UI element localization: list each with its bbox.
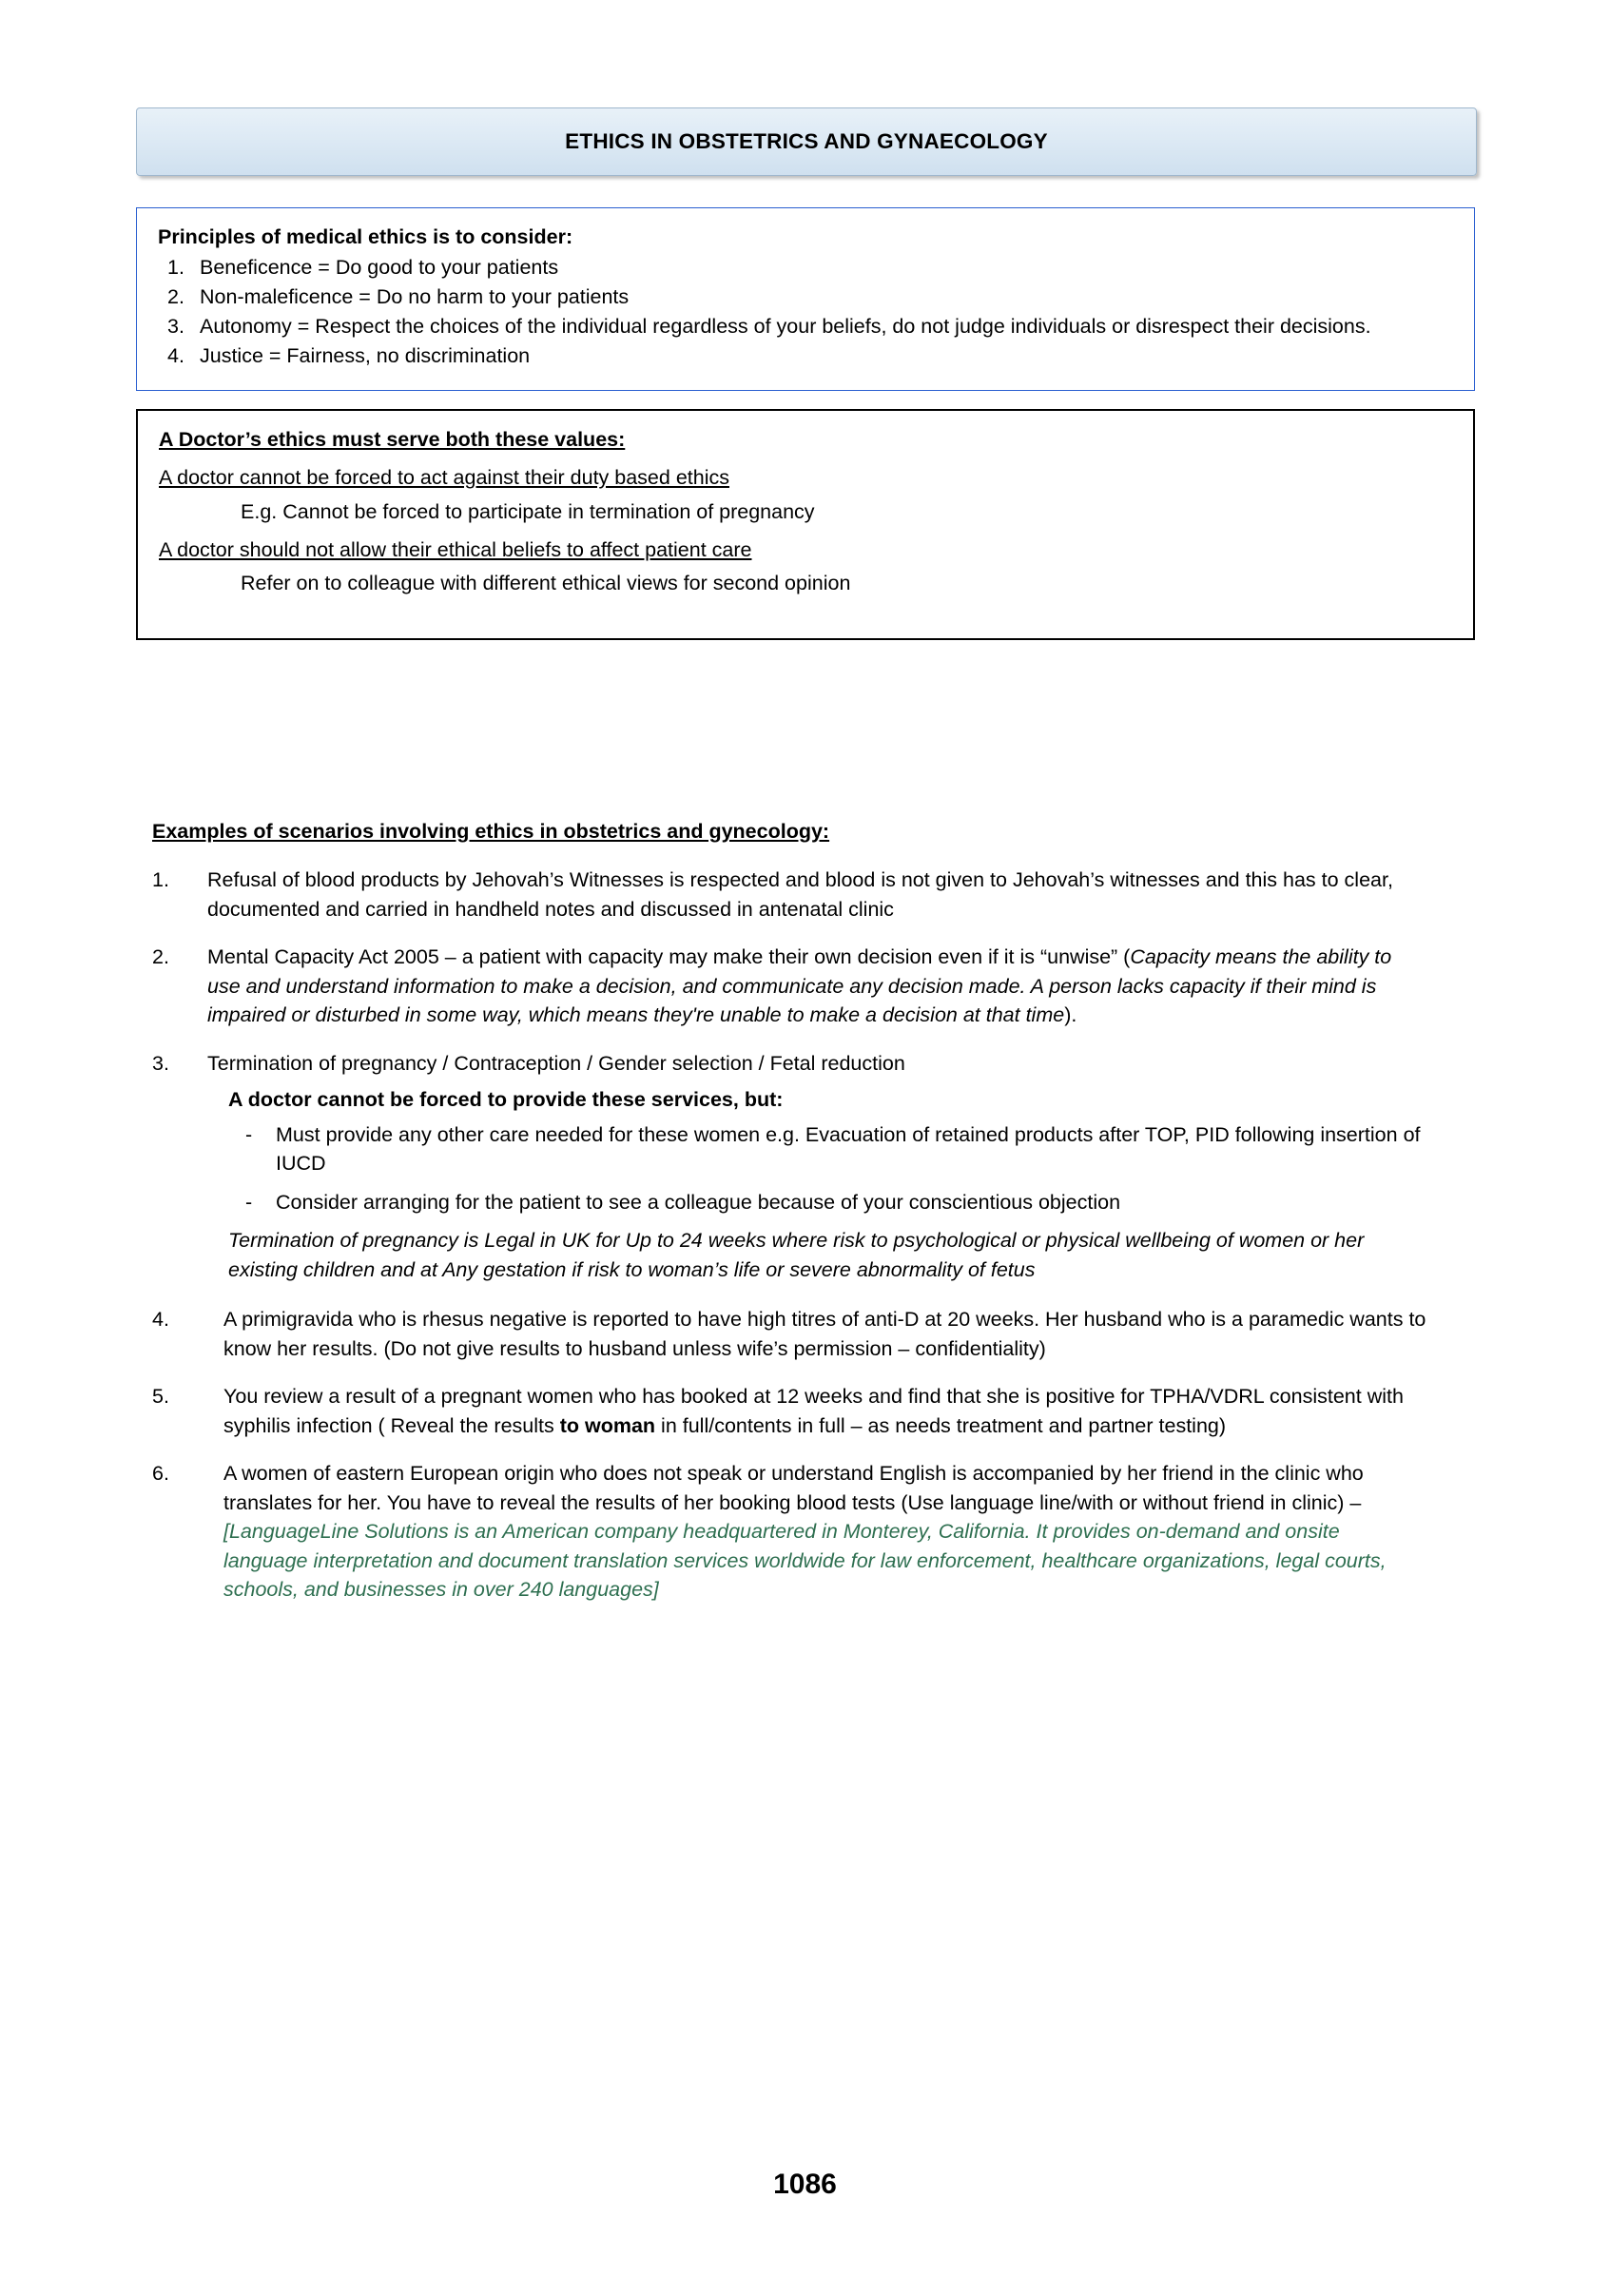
principles-box	[136, 207, 1475, 391]
list-item-number: 1.	[167, 255, 184, 279]
list-item	[245, 1188, 1426, 1217]
examples-list	[152, 866, 1426, 1624]
list-item	[152, 1305, 1426, 1363]
list-item	[152, 1049, 1426, 1285]
item5-text-start: You review a result of a pregnant women who has booked at 12 weeks and find that she is positive for TPHA/VDRL consistent with syphilis infection ( Reveal the results	[223, 1385, 1404, 1437]
dash-marker: -	[245, 1122, 253, 1146]
list-item	[245, 1120, 1426, 1178]
item3-text: Termination of pregnancy / Contraception / Gender selection / Fetal reduction	[207, 1051, 905, 1075]
list-item-number: 5.	[152, 1385, 169, 1409]
item5-text-end: in full/contents in full – as needs treatment and partner testing)	[655, 1413, 1227, 1437]
list-item-text: Refusal of blood products by Jehovah’s Witnesses is respected and blood is not given to Jehovah’s witnesses and this has to clear, documented and carried in handheld notes and discussed in antenatal clinic	[207, 868, 1393, 921]
principles-heading: Principles of medical ethics is to consider:	[158, 225, 573, 248]
doctor-values-box	[136, 409, 1475, 640]
list-item	[158, 253, 1453, 282]
dash-marker: -	[245, 1190, 253, 1214]
item2-italic-note: Capacity means the ability to use and understand information to make a decision, and communicate any decision made. A person lacks capacity if their mind is impaired or disturbed in some way, which means they're unable to make a decision at that time	[207, 945, 1392, 1027]
values-line-2: A doctor should not allow their ethical beliefs to affect patient care	[159, 537, 752, 561]
list-item-text: Non-maleficence = Do no harm to your patients	[200, 284, 630, 308]
values-heading: A Doctor’s ethics must serve both these values:	[159, 428, 626, 451]
list-item	[152, 1382, 1426, 1440]
list-item	[152, 1459, 1426, 1605]
item3-dash-list	[207, 1120, 1426, 1217]
list-item-text	[207, 1049, 1426, 1285]
list-item-text: Beneficence = Do good to your patients	[200, 255, 559, 279]
item3-subheading-tail: but:	[738, 1088, 784, 1112]
list-item	[152, 943, 1426, 1030]
list-item-text	[223, 1459, 1426, 1605]
item3-subheading-bold: A doctor cannot be forced to provide these services,	[228, 1088, 739, 1112]
list-item	[158, 282, 1453, 311]
values-line-2-example: Refer on to colleague with different ethical views for second opinion	[241, 572, 851, 595]
page-title: ETHICS IN OBSTETRICS AND GYNAECOLOGY	[565, 129, 1048, 153]
item3-legal-note: Termination of pregnancy is Legal in UK for Up to 24 weeks where risk to psychological or physical wellbeing of women or her existing children and at Any gestation if risk to woman’s life or severe abnormality of fetus	[228, 1229, 1365, 1281]
list-item-number: 2.	[167, 284, 184, 308]
list-item-text: A primigravida who is rhesus negative is reported to have high titres of anti-D at 20 weeks. Her husband who is a paramedic wants to know her results. (Do not give results to husband unless wife’s permission – confidentiality)	[223, 1308, 1426, 1360]
item6-text-start: A women of eastern European origin who does not speak or understand English is accompanied by her friend in the clinic who translates for her. You have to reveal the results of her booking blood tests (Use language line/with or without friend in clinic) –	[223, 1462, 1364, 1514]
list-item-number: 6.	[152, 1462, 169, 1486]
principles-list	[158, 253, 1453, 370]
list-item-number: 1.	[152, 868, 169, 891]
list-item-text: Must provide any other care needed for these women e.g. Evacuation of retained products after TOP, PID following insertion of IUCD	[276, 1122, 1421, 1176]
list-item	[158, 312, 1453, 341]
examples-heading: Examples of scenarios involving ethics in obstetrics and gynecology:	[152, 820, 830, 843]
list-item-text: Autonomy = Respect the choices of the individual regardless of your beliefs, do not judge individuals or disrespect their decisions.	[200, 314, 1371, 338]
list-item-text	[207, 943, 1426, 1030]
item5-bold: to woman	[559, 1413, 656, 1437]
list-item-number: 2.	[152, 945, 169, 969]
list-item-number: 3.	[167, 314, 184, 338]
page-number: 1086	[773, 2169, 837, 2200]
list-item-number: 4.	[167, 344, 184, 368]
list-item-number: 3.	[152, 1051, 169, 1075]
page-title-banner	[136, 107, 1477, 176]
values-line-1: A doctor cannot be forced to act against their duty based ethics	[159, 465, 729, 489]
list-item-text: Justice = Fairness, no discrimination	[200, 344, 531, 368]
item3-subheading	[228, 1085, 1426, 1115]
list-item	[158, 341, 1453, 370]
item6-languageline-note: [LanguageLine Solutions is an American company headquartered in Monterey, California. It provides on-demand and onsite language interpretation and document translation services worldwide for law enforcement, healthcare organizations, legal courts, schools, and businesses in over 240 languages]	[223, 1520, 1387, 1602]
list-item-text: Consider arranging for the patient to see a colleague because of your conscientious objection	[276, 1190, 1121, 1214]
values-line-1-example: E.g. Cannot be forced to participate in termination of pregnancy	[241, 499, 815, 523]
list-item-text	[223, 1382, 1426, 1440]
item2-text-end: ).	[1064, 1003, 1077, 1027]
list-item	[152, 866, 1426, 924]
list-item-number: 4.	[152, 1308, 169, 1332]
item2-text-start: Mental Capacity Act 2005 – a patient with capacity may make their own decision even if it is “unwise” (	[207, 945, 1131, 969]
